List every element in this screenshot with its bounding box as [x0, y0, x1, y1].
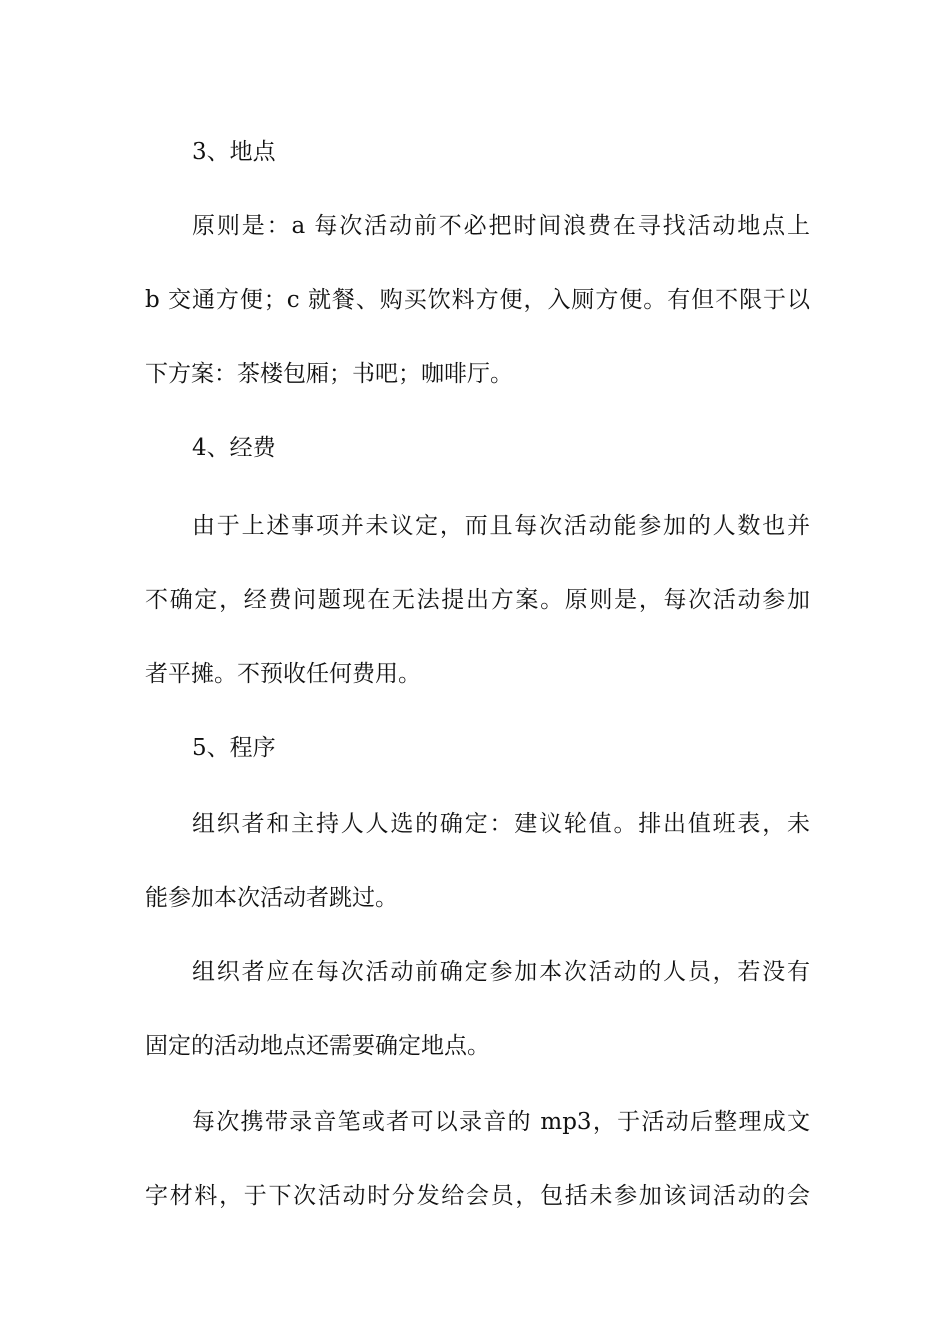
paragraph-line: 组织者和主持人人选的确定：建议轮值。排出值班表，未: [192, 811, 810, 837]
section-heading-funding: 4、经费: [192, 435, 276, 461]
paragraph-line: 固定的活动地点还需要确定地点。: [145, 1033, 490, 1059]
paragraph-line: b 交通方便；c 就餐、购买饮料方便，入厕方便。有但不限于以: [145, 287, 810, 313]
paragraph-line: 组织者应在每次活动前确定参加本次活动的人员，若没有: [192, 959, 810, 985]
section-heading-location: 3、地点: [192, 139, 276, 165]
section-heading-procedure: 5、程序: [192, 735, 276, 761]
paragraph-line: 下方案：茶楼包厢；书吧；咖啡厅。: [145, 361, 513, 387]
paragraph-line: 能参加本次活动者跳过。: [145, 885, 398, 911]
paragraph-line: 由于上述事项并未议定，而且每次活动能参加的人数也并: [192, 513, 810, 539]
paragraph-line: 每次携带录音笔或者可以录音的 mp3，于活动后整理成文: [192, 1109, 810, 1135]
paragraph-line: 字材料，于下次活动时分发给会员，包括未参加该词活动的会: [145, 1183, 810, 1209]
paragraph-line: 原则是：a 每次活动前不必把时间浪费在寻找活动地点上: [192, 213, 810, 239]
paragraph-line: 者平摊。不预收任何费用。: [145, 661, 421, 687]
paragraph-line: 不确定，经费问题现在无法提出方案。原则是，每次活动参加: [145, 587, 810, 613]
